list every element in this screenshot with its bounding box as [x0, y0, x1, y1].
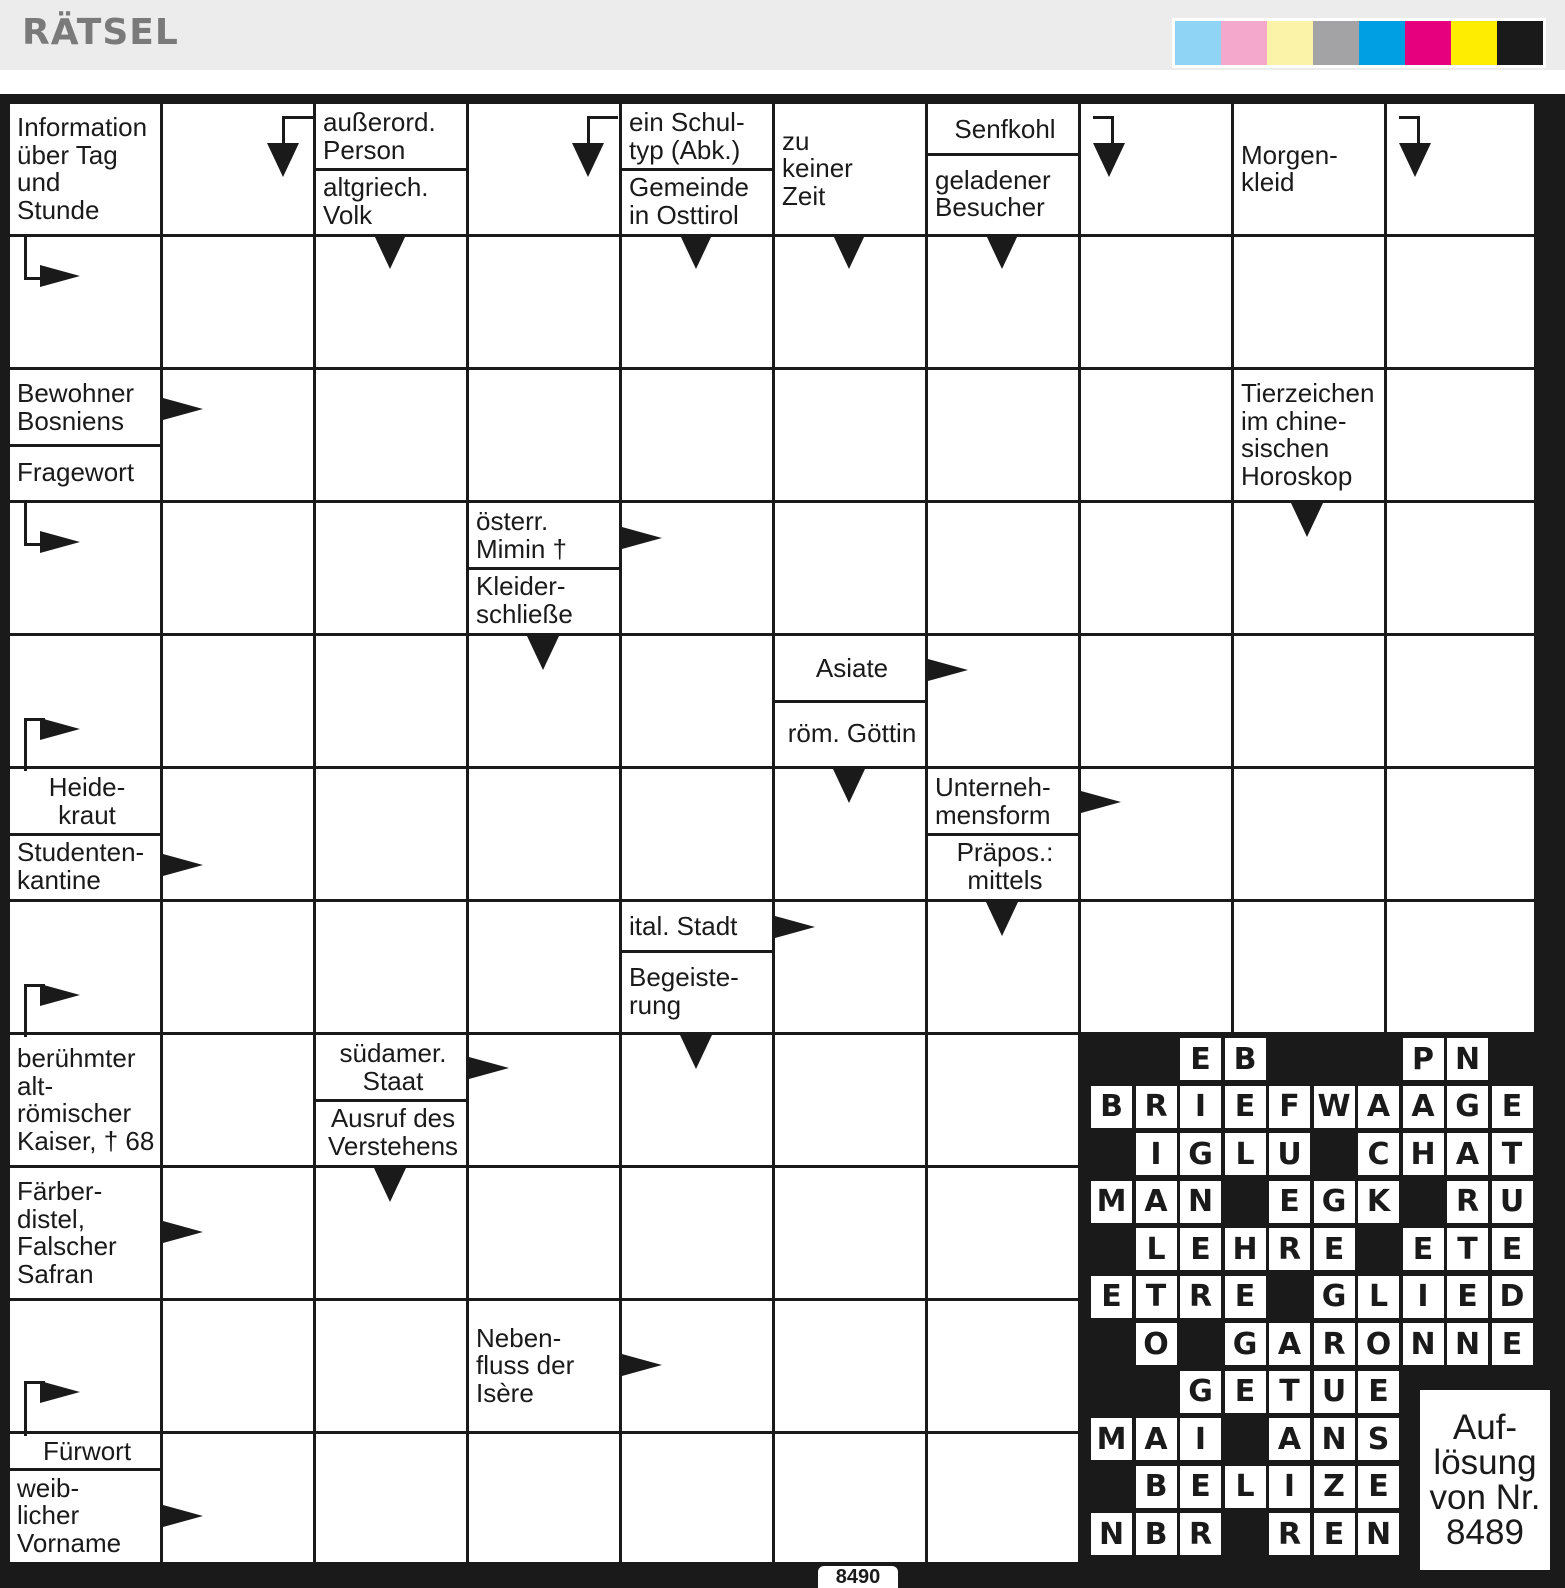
grid-cell[interactable]: [469, 370, 619, 500]
solution-letter: O: [1358, 1323, 1399, 1365]
arrow-right-icon: [775, 916, 815, 938]
solution-letter: U: [1314, 1371, 1355, 1413]
crossword-board: [0, 94, 1565, 1588]
solution-letter: E: [1358, 1466, 1399, 1508]
solution-letter: L: [1136, 1228, 1177, 1270]
solution-letter: U: [1492, 1181, 1533, 1223]
solution-letter: E: [1492, 1086, 1533, 1128]
grid-cell[interactable]: [469, 769, 619, 899]
clue-divider: [10, 833, 160, 836]
grid-cell[interactable]: [775, 1434, 925, 1562]
solution-letter: E: [1091, 1276, 1132, 1318]
solution-letter: E: [1314, 1513, 1355, 1555]
clue-text: außerord. Person: [323, 107, 436, 165]
grid-cell[interactable]: [622, 503, 772, 633]
solution-letter: A: [1403, 1086, 1444, 1128]
grid-cell[interactable]: [163, 370, 313, 500]
arrow-right-icon: [1081, 791, 1121, 813]
grid-cell[interactable]: [1234, 237, 1384, 367]
clue-cell: [928, 104, 1078, 234]
solution-letter: G: [1447, 1086, 1488, 1128]
solution-letter: I: [1269, 1466, 1310, 1508]
solution-letter: R: [1136, 1086, 1177, 1128]
solution-letter: N: [1447, 1038, 1488, 1080]
clue-cell: [10, 1168, 160, 1298]
grid-cell[interactable]: [163, 769, 313, 899]
clue-cell: [316, 1035, 466, 1165]
grid-cell[interactable]: [1234, 636, 1384, 766]
arrow-right-icon: [163, 398, 203, 420]
solution-letter: E: [1269, 1181, 1310, 1223]
grid-cell[interactable]: [622, 769, 772, 899]
solution-letter: R: [1314, 1323, 1355, 1365]
solution-letter: N: [1358, 1513, 1399, 1555]
solution-letter: T: [1269, 1371, 1310, 1413]
solution-letter: A: [1136, 1181, 1177, 1223]
solution-letter: K: [1358, 1181, 1399, 1223]
arrow-right-icon: [40, 531, 80, 553]
grid-cell[interactable]: [622, 1168, 772, 1298]
solution-letter: E: [1492, 1228, 1533, 1270]
clue-text: Morgen- kleid: [1241, 139, 1338, 197]
solution-letter: A: [1269, 1418, 1310, 1460]
arrow-down-icon: [374, 235, 406, 269]
grid-cell[interactable]: [163, 1434, 313, 1562]
grid-cell[interactable]: [316, 769, 466, 899]
solution-letter: E: [1225, 1276, 1266, 1318]
grid-cell[interactable]: [1081, 636, 1231, 766]
solution-letter: F: [1269, 1086, 1310, 1128]
grid-cell[interactable]: [622, 370, 772, 500]
clue-text: Senfkohl: [954, 113, 1056, 144]
clue-cell: [1234, 370, 1384, 500]
grid-cell[interactable]: [316, 1434, 466, 1562]
clue-text: Begeiste- rung: [629, 962, 739, 1020]
color-swatch: [1267, 21, 1313, 65]
solution-letter: G: [1314, 1181, 1355, 1223]
solution-letter: R: [1180, 1513, 1221, 1555]
clue-divider: [928, 153, 1078, 156]
solution-letter: I: [1180, 1418, 1221, 1460]
clue-text: ital. Stadt: [629, 910, 738, 941]
color-swatch: [1405, 21, 1451, 65]
grid-cell[interactable]: [928, 1168, 1078, 1298]
grid-cell[interactable]: [928, 370, 1078, 500]
grid-cell[interactable]: [316, 370, 466, 500]
solution-letter: I: [1180, 1086, 1221, 1128]
arrow-right-icon: [928, 659, 968, 681]
arrow-right-icon: [40, 1381, 80, 1403]
clue-cell: [316, 104, 466, 234]
clue-text: Unterneh- mensform: [935, 772, 1051, 830]
arrow-right-icon: [40, 718, 80, 740]
connector-line: [24, 1381, 45, 1436]
arrow-down-icon: [833, 235, 865, 269]
solution-letter: N: [1180, 1181, 1221, 1223]
color-swatch: [1451, 21, 1497, 65]
clue-text: zu keiner Zeit: [782, 125, 853, 211]
grid-cell[interactable]: [163, 237, 313, 367]
solution-letter: C: [1358, 1133, 1399, 1175]
solution-letter: E: [1225, 1086, 1266, 1128]
color-swatch: [1221, 21, 1267, 65]
connector-line: [1093, 116, 1114, 151]
grid-cell[interactable]: [928, 636, 1078, 766]
clue-text: Information über Tag und Stunde: [17, 112, 148, 225]
grid-cell[interactable]: [1081, 237, 1231, 367]
clue-text: Neben- fluss der Isère: [476, 1322, 575, 1408]
solution-letter: A: [1447, 1133, 1488, 1175]
solution-letter: N: [1447, 1323, 1488, 1365]
grid-cell[interactable]: [1081, 769, 1231, 899]
solution-letter: E: [1358, 1371, 1399, 1413]
clue-text: Kleider- schließe: [476, 571, 573, 629]
arrow-down-icon: [680, 1035, 712, 1069]
solution-letter: H: [1225, 1228, 1266, 1270]
arrow-down-icon: [986, 235, 1018, 269]
clue-text: Bewohner Bosniens: [17, 378, 135, 436]
clue-text: geladener Besucher: [935, 164, 1051, 223]
arrow-down-icon: [1291, 503, 1323, 537]
solution-letter: A: [1269, 1323, 1310, 1365]
grid-cell[interactable]: [775, 370, 925, 500]
arrow-down-icon: [527, 636, 559, 670]
solution-letter: B: [1136, 1466, 1177, 1508]
clue-cell: [622, 902, 772, 1032]
clue-cell: [10, 1035, 160, 1165]
grid-cell[interactable]: [1081, 370, 1231, 500]
clue-divider: [10, 444, 160, 447]
color-calibration-strip: [1172, 18, 1546, 68]
solution-letter: L: [1225, 1133, 1266, 1175]
clue-text: südamer. Staat: [339, 1038, 447, 1096]
solution-letter: A: [1358, 1086, 1399, 1128]
clue-text: österr. Mimin †: [476, 506, 568, 564]
grid-cell[interactable]: [1081, 902, 1231, 1032]
clue-text: röm. Göttin: [787, 717, 917, 748]
grid-cell[interactable]: [316, 503, 466, 633]
grid-cell[interactable]: [622, 636, 772, 766]
solution-letter: R: [1269, 1228, 1310, 1270]
solution-letter: R: [1447, 1181, 1488, 1223]
solution-letter: G: [1225, 1323, 1266, 1365]
solution-letter: E: [1492, 1323, 1533, 1365]
clue-text: Ausruf des Verstehens: [327, 1103, 459, 1161]
arrow-down-icon: [374, 1168, 406, 1202]
solution-letter: G: [1180, 1133, 1221, 1175]
grid-cell[interactable]: [163, 902, 313, 1032]
clue-cell: [469, 1301, 619, 1431]
connector-line: [282, 116, 313, 151]
solution-letter: E: [1180, 1466, 1221, 1508]
solution-letter: T: [1492, 1133, 1533, 1175]
color-swatch: [1497, 21, 1543, 65]
solution-letter: E: [1403, 1228, 1444, 1270]
grid-cell[interactable]: [622, 1434, 772, 1562]
arrow-right-icon: [163, 1221, 203, 1243]
solution-letter: L: [1358, 1276, 1399, 1318]
solution-letter: G: [1180, 1371, 1221, 1413]
solution-letter: R: [1180, 1276, 1221, 1318]
section-title: RÄTSEL: [22, 12, 179, 53]
clue-text: Fürwort: [42, 1436, 132, 1467]
clue-text: Studenten- kantine: [17, 837, 145, 895]
solution-letter: B: [1091, 1086, 1132, 1128]
arrow-down-icon: [986, 902, 1018, 936]
solution-letter: W: [1314, 1086, 1355, 1128]
solution-letter: T: [1447, 1228, 1488, 1270]
solution-letter: M: [1091, 1181, 1132, 1223]
grid-cell[interactable]: [1387, 636, 1534, 766]
clue-divider: [316, 1099, 466, 1102]
clue-text: Asiate: [815, 652, 889, 683]
solution-letter: R: [1269, 1513, 1310, 1555]
solution-letter: N: [1091, 1513, 1132, 1555]
solution-letter: B: [1225, 1038, 1266, 1080]
clue-text: Gemeinde in Osttirol: [629, 172, 749, 230]
connector-line: [24, 718, 45, 771]
solution-letter: Z: [1314, 1466, 1355, 1508]
grid-cell[interactable]: [775, 503, 925, 633]
clue-text: Fragewort: [17, 456, 135, 487]
color-swatch: [1175, 21, 1221, 65]
grid-cell[interactable]: [775, 1301, 925, 1431]
grid-cell[interactable]: [928, 503, 1078, 633]
grid-cell[interactable]: [469, 1168, 619, 1298]
clue-cell: [10, 769, 160, 899]
solution-letter: E: [1180, 1038, 1221, 1080]
clue-divider: [316, 168, 466, 171]
clue-cell: [10, 104, 160, 234]
solution-letter: E: [1180, 1228, 1221, 1270]
connector-line: [24, 237, 45, 280]
solution-letter: S: [1358, 1418, 1399, 1460]
solution-letter: B: [1136, 1513, 1177, 1555]
arrow-right-icon: [163, 854, 203, 876]
header-bar: [0, 0, 1565, 70]
grid-cell[interactable]: [469, 237, 619, 367]
clue-text: Färber- distel, Falscher Safran: [17, 1176, 117, 1289]
clue-divider: [928, 833, 1078, 836]
clue-divider: [622, 950, 772, 953]
grid-cell[interactable]: [928, 1434, 1078, 1562]
grid-cell[interactable]: [163, 1035, 313, 1165]
grid-cell[interactable]: [1387, 237, 1534, 367]
color-swatch: [1359, 21, 1405, 65]
solution-letter: E: [1314, 1228, 1355, 1270]
clue-text: ein Schul- typ (Abk.): [629, 107, 745, 165]
arrow-right-icon: [622, 527, 662, 549]
clue-text: Tierzeichen im chine- sischen Horoskop: [1241, 378, 1375, 491]
clue-text: berühmter alt- römischer Kaiser, † 68: [17, 1043, 155, 1156]
connector-line: [24, 984, 45, 1037]
solution-letter: E: [1225, 1371, 1266, 1413]
clue-cell: [928, 769, 1078, 899]
solution-letter: U: [1269, 1133, 1310, 1175]
grid-cell[interactable]: [1387, 503, 1534, 633]
solution-letter: I: [1403, 1276, 1444, 1318]
grid-cell[interactable]: [1387, 370, 1534, 500]
clue-cell: [469, 503, 619, 633]
clue-cell: [775, 104, 925, 234]
solution-letter: M: [1091, 1418, 1132, 1460]
grid-cell[interactable]: [1234, 902, 1384, 1032]
arrow-right-icon: [40, 265, 80, 287]
clue-divider: [469, 567, 619, 570]
clue-cell: [1234, 104, 1384, 234]
solution-letter: T: [1136, 1276, 1177, 1318]
grid-cell[interactable]: [1387, 902, 1534, 1032]
clue-text: altgriech. Volk: [323, 172, 429, 230]
arrow-right-icon: [622, 1354, 662, 1376]
color-swatch: [1313, 21, 1359, 65]
grid-cell[interactable]: [469, 1035, 619, 1165]
grid-cell[interactable]: [163, 503, 313, 633]
puzzle-number: 8490: [818, 1566, 898, 1588]
solution-letter: I: [1136, 1133, 1177, 1175]
grid-cell[interactable]: [1234, 769, 1384, 899]
solution-letter: N: [1403, 1323, 1444, 1365]
grid-cell[interactable]: [928, 1301, 1078, 1431]
solution-letter: L: [1225, 1466, 1266, 1508]
grid-cell[interactable]: [1387, 769, 1534, 899]
grid-cell[interactable]: [1081, 503, 1231, 633]
solution-label: Auf- lösung von Nr. 8489: [1420, 1390, 1550, 1570]
grid-cell[interactable]: [469, 1434, 619, 1562]
grid-cell[interactable]: [316, 636, 466, 766]
arrow-down-icon: [680, 235, 712, 269]
grid-cell[interactable]: [316, 1301, 466, 1431]
grid-cell[interactable]: [316, 902, 466, 1032]
solution-letter: A: [1136, 1418, 1177, 1460]
grid-cell[interactable]: [163, 636, 313, 766]
arrow-right-icon: [40, 984, 80, 1006]
clue-text: weib- licher Vorname: [17, 1472, 122, 1558]
grid-cell[interactable]: [928, 1035, 1078, 1165]
arrow-right-icon: [163, 1505, 203, 1527]
clue-divider: [622, 168, 772, 171]
grid-cell[interactable]: [775, 1035, 925, 1165]
solution-letter: E: [1447, 1276, 1488, 1318]
grid-cell[interactable]: [469, 902, 619, 1032]
clue-text: Präpos.: mittels: [956, 837, 1054, 895]
solution-letter: G: [1314, 1276, 1355, 1318]
solution-letter: N: [1314, 1418, 1355, 1460]
clue-divider: [775, 700, 925, 703]
arrow-right-icon: [469, 1057, 509, 1079]
solution-letter: P: [1403, 1038, 1444, 1080]
clue-cell: [10, 370, 160, 500]
connector-line: [1399, 116, 1420, 151]
solution-letter: H: [1403, 1133, 1444, 1175]
clue-text: Heide- kraut: [48, 772, 126, 830]
clue-cell: [10, 1434, 160, 1562]
connector-line: [24, 503, 45, 546]
clue-cell: [622, 104, 772, 234]
grid-cell[interactable]: [775, 1168, 925, 1298]
grid-cell[interactable]: [163, 1301, 313, 1431]
solution-letter: D: [1492, 1276, 1533, 1318]
clue-divider: [10, 1468, 160, 1471]
arrow-down-icon: [833, 769, 865, 803]
clue-cell: [775, 636, 925, 766]
connector-line: [587, 116, 618, 151]
solution-letter: O: [1136, 1323, 1177, 1365]
